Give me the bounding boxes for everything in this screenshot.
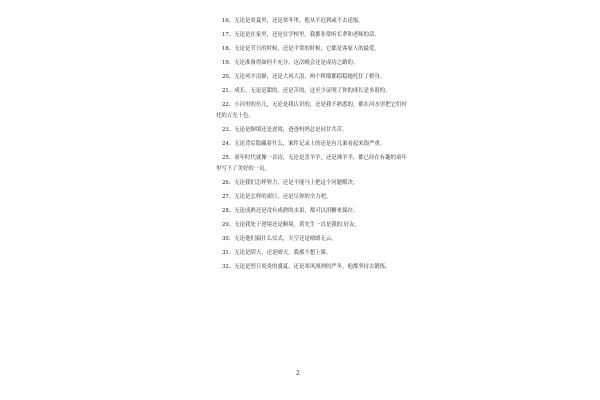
list-item: 19、无论准备得如何不充分，这次晚会还是成功之路的。: [222, 60, 359, 66]
list-item: 27、无论是怎样的艰巨，还是尽你的全力吧。: [222, 194, 332, 200]
page-number: 2: [296, 370, 300, 377]
list-item: 21、成长，无论是甜的，还是苦的，这至少证明了你的成长是多谐的。: [222, 88, 391, 94]
list-item: 31、无论是阴天，还是晴天，我都不想上课。: [222, 250, 332, 256]
list-item: 30、无论他们搞什么仪式，天空还是晴朗无云。: [222, 236, 337, 242]
list-item: 24、无论背后隐藏着什么，案件记录上的还是有几案看起来很严重。: [222, 141, 386, 147]
page-content: [0, 6, 600, 273]
list-item: 26、无论我们怎样努力，还是不能马上把这个问题解决。: [222, 180, 359, 186]
list-item: 29、无论我处于逆境还是顺境，黄先生一直是我的.好友。: [222, 222, 360, 228]
list-item: 17、无论是在家里，还是在学校里，我都非常听长辈和老师的话。: [222, 32, 380, 38]
list-item: 16、无论是炎夏里，还是寒冬里，他从不迟到或不去送报。: [222, 18, 364, 24]
list-item: 28、无论成熟还是没有成熟的水果，都可以用糖来保存。: [222, 208, 359, 214]
list-item: 23、无论是顺境还是逆境，爸爸妈妈总是同甘共苦。: [222, 127, 348, 133]
list-item: 22、小河里的鱼儿，无论是我认识的，还是我不熟悉的，都在河水里把它们衬托的五光十色。: [216, 102, 407, 119]
list-item: 32、无论是烈日炎炎的盛夏，还是寒风凛冽的严冬，他都坚持去锻炼。: [222, 264, 391, 270]
list-item: 18、无论是节日的时候，还是平常的时候，它都是客家人的最爱。: [222, 46, 380, 52]
list-item: 25、童年时代就像一首诗，无论是喜羊羊，还是沸羊羊，都已经在有趣的童年里写下了美好的一页。: [216, 155, 407, 172]
list-item: 20、无论风平浪静，还是大风大浪，两个桥墩都稳稳地托住了桥身。: [222, 74, 386, 80]
